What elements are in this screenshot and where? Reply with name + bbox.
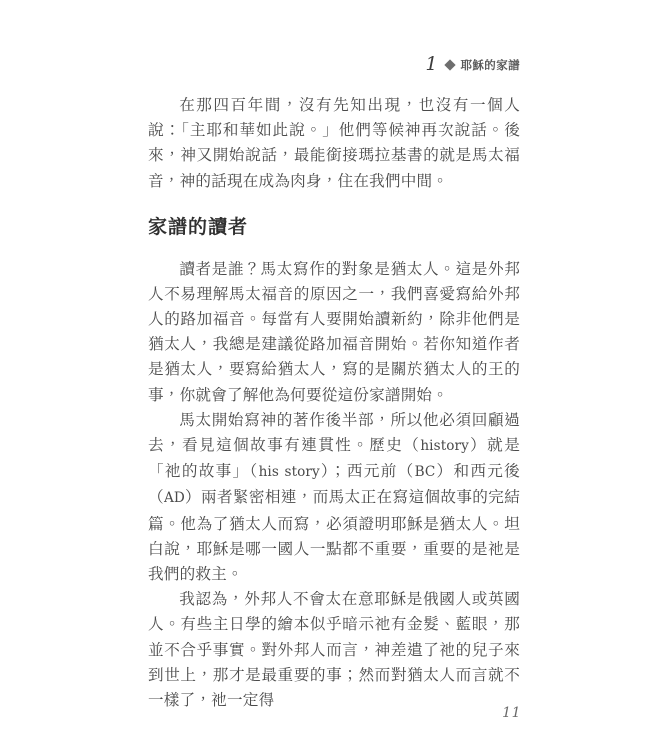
latin-term-history: history [420,438,469,455]
paragraph-4: 我認為，外邦人不會太在意耶穌是俄國人或英國人。有些主日學的繪本似乎暗示祂有金髮、藍眼，那並不合乎事實。對外邦人而言，神差遣了祂的兒子來到世上，那才是最重要的事；然而對猶太人而言就不一樣了，祂一定得 [148,590,520,710]
paragraph-3-segment-4: ）和西元後（ [148,462,520,507]
spacer-after-heading [148,239,520,257]
paragraph-3-segment-2: ）就是「祂的故事」（ [148,436,520,481]
page-number: 11 [502,705,521,721]
diamond-icon [444,59,455,70]
body-text-block [148,93,520,713]
running-head-chapter-number: 1 [425,53,438,75]
paragraph-3 [148,408,520,587]
latin-term-ad: AD [163,490,185,507]
paragraph-3-segment-1: 馬太開始寫神的著作後半部，所以他必須回顧過去，看見這個故事有連貫性。歷史（ [148,410,520,455]
paragraph-2: 讀者是誰？馬太寫作的對象是猶太人。這是外邦人不易理解馬太福音的原因之一，我們喜愛寫給外邦人的路加福音。每當有人要開始讀新約，除非他們是猶太人，我總是建議從路加福音開始。若你知道作者是猶太人，要寫給猶太人，寫的是關於猶太人的王的事，你就會了解他為何要從這份家譜開始。 [148,259,520,404]
running-head-chapter-title: 耶穌的家譜 [460,57,520,72]
paragraph-1: 在那四百年間，沒有先知出現，也沒有一個人說：「主耶和華如此說。」他們等候神再次說話。後來，神又開始說話，最能銜接瑪拉基書的就是馬太福音，神的話現在成為肉身，住在我們中間。 [148,96,520,190]
latin-term-bc: BC [414,464,436,481]
paragraph-3-segment-5: ）兩者緊密相連，而馬太正在寫這個故事的完結篇。他為了猶太人而寫，必須證明耶穌是猶太人。坦白說，耶穌是哪一國人一點都不重要，重要的是祂是我們的救主。 [148,488,521,584]
running-head [425,55,520,74]
latin-term-his-story: his story [258,464,320,481]
spacer-before-heading [148,194,520,216]
section-heading: 家譜的讀者 [148,215,249,238]
paragraph-3-segment-3: ）；西元前（ [319,462,415,481]
